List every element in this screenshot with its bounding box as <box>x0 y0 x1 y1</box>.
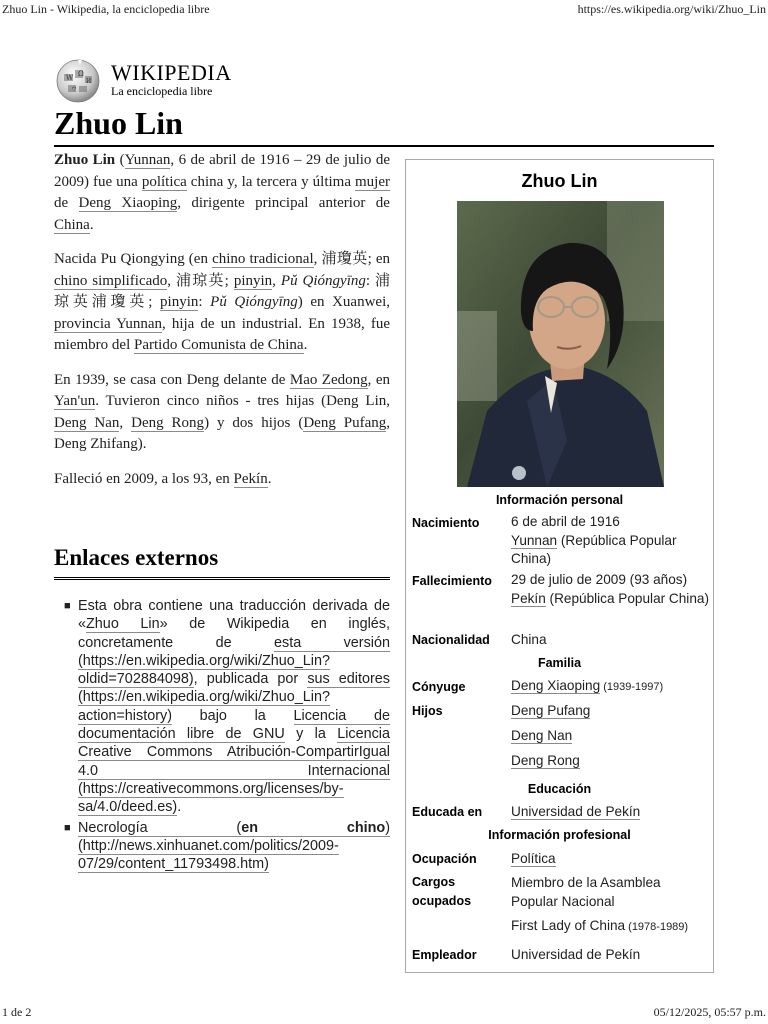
text: : <box>198 294 211 310</box>
language-tag: en chino <box>241 819 386 836</box>
svg-text:И: И <box>86 78 92 85</box>
text: . <box>303 337 308 353</box>
page-title: Zhuo Lin <box>54 105 183 141</box>
link-pinyin[interactable]: pinyin <box>160 294 199 310</box>
link-zhuo-lin-en[interactable]: Zhuo Lin <box>86 616 160 633</box>
article-subject: Zhuo Lin <box>54 152 116 168</box>
svg-text:Ω: Ω <box>78 70 84 78</box>
link-pekin[interactable]: Pekín <box>233 470 268 487</box>
link-pinyin[interactable]: pinyin <box>233 272 273 289</box>
infobox-label-nacionalidad: Nacionalidad <box>412 633 490 647</box>
paragraph-intro <box>54 150 390 236</box>
svg-text:W: W <box>66 74 74 82</box>
link-deng-rong[interactable]: Deng Rong <box>511 753 580 768</box>
link-chino-simplificado[interactable]: chino simplificado <box>54 272 168 289</box>
text: , <box>272 272 281 289</box>
text: . Tuvieron cinco niños - tres hijas (Deng Lin, <box>95 393 390 409</box>
print-page-number: 1 de 2 <box>2 1005 32 1019</box>
svg-text:ウ: ウ <box>71 86 78 93</box>
external-links-list <box>64 597 390 875</box>
infobox-label-ocupacion: Ocupación <box>412 852 477 866</box>
text: bajo la <box>171 707 294 724</box>
wikipedia-tagline: La enciclopedia libre <box>111 84 213 98</box>
text: (1939-1997) <box>600 681 664 693</box>
infobox-value-cargo <box>511 917 711 937</box>
text: , hija de un industrial. En 1938, fue miembro del <box>54 315 390 353</box>
link-deng-rong[interactable]: Deng Rong <box>131 414 205 431</box>
link-licencia-cc[interactable]: Licencia Creative Commons Atribución-CompartirIgual 4.0 Internacional (https://creativecommons.org/licenses/by-sa/4.0/deed.es) <box>78 726 391 816</box>
link-deng-xiaoping[interactable]: Deng Xiaoping <box>511 678 601 693</box>
text: » de Wikipedia en inglés, concretamente de <box>78 616 390 651</box>
text: 29 de julio de 2009 (93 años) <box>511 572 688 587</box>
text: . <box>177 799 182 816</box>
text: , dirigente principal anterior de <box>177 195 390 211</box>
infobox-label-fallecimiento: Fallecimiento <box>412 574 492 588</box>
text: 6 de abril de 1916 <box>511 514 620 529</box>
infobox-section-profesional: Información profesional <box>488 828 631 842</box>
link-yunnan[interactable]: Yunnan <box>124 152 171 168</box>
link-universidad-pekin[interactable]: Universidad de Pekín <box>511 804 641 819</box>
infobox <box>405 159 714 973</box>
link-china[interactable]: China <box>54 216 90 233</box>
link-deng-nan[interactable]: Deng Nan <box>54 414 120 431</box>
infobox-value-nacionalidad: China <box>511 632 547 647</box>
print-page-url: https://es.wikipedia.org/wiki/Zhuo_Lin <box>577 2 766 16</box>
bullet-icon: ■ <box>64 600 71 612</box>
text: Esta obra contiene una traducción derivada de « <box>78 598 390 633</box>
link-necrologia[interactable] <box>78 820 390 874</box>
link-provincia-yunnan[interactable]: provincia Yunnan <box>54 315 163 332</box>
link-mujer[interactable]: mujer <box>355 173 391 190</box>
wikipedia-logo[interactable] <box>54 56 254 104</box>
wikipedia-globe-icon <box>54 56 102 104</box>
text: , 浦瓊英; en <box>313 251 390 267</box>
text: y la <box>284 726 338 743</box>
link-licencia-gnu[interactable]: Licencia de documentación libre de GNU <box>78 707 391 743</box>
infobox-section-personal: Información personal <box>495 493 624 507</box>
text: : 浦琼英浦瓊英; <box>54 272 391 310</box>
infobox-label-nacimiento: Nacimiento <box>412 516 480 530</box>
link-partido-comunista[interactable]: Partido Comunista de China <box>133 337 304 353</box>
infobox-value-fallecimiento <box>511 571 711 608</box>
paragraph-marriage <box>54 370 390 456</box>
link-esta-version[interactable]: esta versión (https://en.wikipedia.org/wiki/Zhuo_Lin?oldid=702884098) <box>78 634 390 688</box>
text: ( <box>115 152 125 168</box>
paragraph-death <box>54 469 390 491</box>
wikipedia-wordmark: WIKIPEDIA <box>111 60 232 85</box>
list-item <box>64 597 390 817</box>
link-yunnan[interactable]: Yunnan <box>511 532 558 548</box>
text: . <box>89 216 94 233</box>
list-item <box>64 819 390 874</box>
link-politica[interactable]: Política <box>511 851 556 866</box>
text: . <box>267 470 272 487</box>
infobox-value-hijos <box>511 727 711 746</box>
infobox-section-familia: Familia <box>537 656 582 670</box>
text: (República Popular China) <box>545 590 709 606</box>
text: de <box>54 195 79 211</box>
link-sus-editores[interactable]: sus editores (https://en.wikipedia.org/wiki/Zhuo_Lin?action=history) <box>78 671 390 724</box>
text: (1978-1989) <box>625 921 689 933</box>
infobox-portrait-image[interactable] <box>457 201 664 487</box>
link-deng-nan[interactable]: Deng Nan <box>511 728 573 743</box>
text: , <box>119 414 132 431</box>
text: (República Popular China) <box>511 532 677 566</box>
link-yanun[interactable]: Yan'un <box>54 393 96 409</box>
infobox-value-conyuge <box>511 677 711 697</box>
print-datetime: 05/12/2025, 05:57 p.m. <box>653 1005 766 1019</box>
link-deng-pufang[interactable]: Deng Pufang <box>303 414 387 431</box>
infobox-label-educada-en: Educada en <box>412 805 483 819</box>
text: ) y dos hijos ( <box>204 414 304 431</box>
infobox-value-hijos <box>511 752 711 771</box>
link-deng-xiaoping[interactable]: Deng Xiaoping <box>78 195 178 211</box>
pinyin-romanization: Pǔ Qióngyīng <box>210 294 298 310</box>
text: First Lady of China <box>511 918 626 933</box>
infobox-value-ocupacion <box>511 850 711 869</box>
title-divider <box>54 145 714 147</box>
link-chino-tradicional[interactable]: chino tradicional <box>212 251 314 267</box>
infobox-value-cargo: Miembro de la Asamblea Popular Nacional <box>511 875 661 909</box>
section-divider <box>54 577 390 580</box>
infobox-title: Zhuo Lin <box>521 171 598 191</box>
text: china y, la tercera y última <box>186 173 356 190</box>
bullet-icon: ■ <box>64 821 71 834</box>
link-politica[interactable]: política <box>141 173 187 190</box>
link-pekin[interactable]: Pekín <box>511 590 546 606</box>
infobox-value-hijos <box>511 702 711 721</box>
infobox-value-nacimiento <box>511 513 711 569</box>
text: , 6 de abril de 1916 – 29 de julio de 2009) fue una <box>54 152 390 190</box>
section-heading-enlaces-externos: Enlaces externos <box>54 545 219 570</box>
infobox-label-cargos: Cargos ocupados <box>412 875 472 908</box>
pinyin-romanization: Pǔ Qióngyīng <box>280 272 366 289</box>
print-header <box>0 0 768 18</box>
text: , 浦琼英; <box>167 272 234 289</box>
paragraph-birth-name <box>54 249 390 357</box>
infobox-label-hijos: Hijos <box>412 704 443 718</box>
article-body <box>54 150 390 503</box>
link-deng-pufang[interactable]: Deng Pufang <box>511 703 591 718</box>
infobox-section-educacion: Educación <box>527 782 592 796</box>
text: Necrología ( <box>78 819 242 836</box>
text: ) (http://news.xinhuanet.com/politics/2009-07/29/content_11793498.htm) <box>78 819 390 873</box>
text: ) en Xuanwei, <box>297 294 391 310</box>
text: , publicada por <box>193 671 308 688</box>
portrait-icon <box>457 201 664 487</box>
print-footer <box>0 1004 768 1024</box>
text: Falleció en 2009, a los 93, en <box>54 470 234 487</box>
print-page-title: Zhuo Lin - Wikipedia, la enciclopedia libre <box>2 2 210 16</box>
infobox-label-empleador: Empleador <box>412 948 477 962</box>
text: , en <box>367 371 390 388</box>
text: En 1939, se casa con Deng delante de <box>54 371 290 388</box>
infobox-value-educada-en <box>511 803 711 822</box>
text: Nacida Pu Qiongying (en <box>54 251 213 267</box>
infobox-label-conyuge: Cónyuge <box>412 680 466 694</box>
link-mao-zedong[interactable]: Mao Zedong <box>289 371 368 388</box>
text: , Deng Zhifang). <box>54 414 391 452</box>
infobox-value-empleador: Universidad de Pekín <box>511 947 641 962</box>
